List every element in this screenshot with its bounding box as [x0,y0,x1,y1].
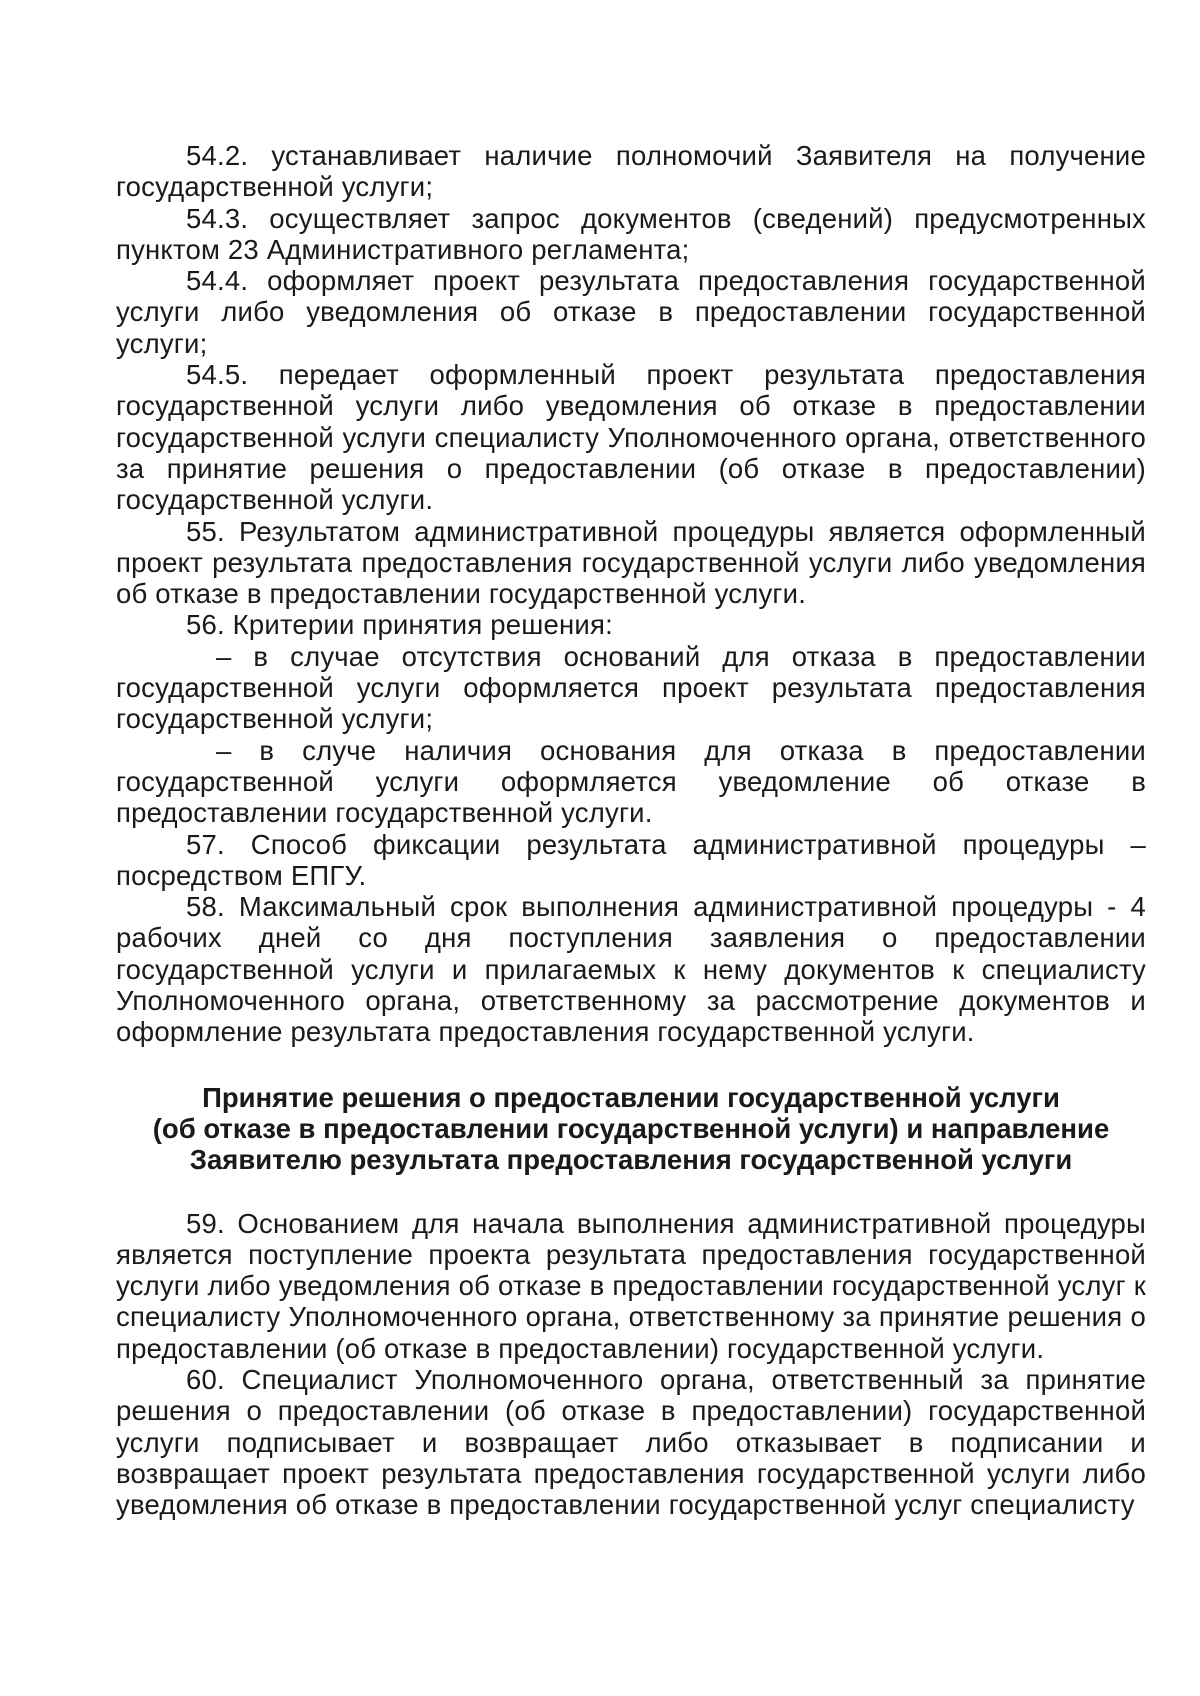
paragraph-56-item-1: – в случае отсутствия оснований для отказа в предоставлении государственной услуги оформляется проект результата предоставления государственной услуги; [116,640,1146,735]
section-heading-line-2: (об отказе в предоставлении государственной услуги) и направление [152,1112,1110,1144]
paragraph-60: 60. Специалист Уполномоченного органа, ответственный за принятие решения о предоставлении (об отказе в предоставлении) государственной услуги подписывает и возвращает либо отказывает в подписании и возвращает проект результата предоставления государственной услуги либо уведомления об отказе в предоставлении государственной услуг специалисту [116,1363,1146,1521]
paragraph-56-item-2: – в случе наличия основания для отказа в предоставлении государственной услуги оформляется уведомление об отказе в предоставлении государственной услуги. [116,734,1146,829]
paragraph-54-3: 54.3. осуществляет запрос документов (сведений) предусмотренных пунктом 23 Административного регламента; [116,202,1146,265]
paragraph-56: 56. Критерии принятия решения: [186,609,613,641]
paragraph-59: 59. Основанием для начала выполнения административной процедуры является поступление проекта результата предоставления государственной услуги либо уведомления об отказе в предоставлении государственной услуг к специалисту Уполномоченного органа, ответственному за принятие решения о предоставлении (об отказе в предоставлении) государственной услуги. [116,1207,1146,1364]
document-page [116,140,1146,1520]
section-heading-line-3: Заявителю результата предоставления государственной услуги [189,1144,1073,1176]
paragraph-54-4: 54.4. оформляет проект результата предоставления государственной услуги либо уведомления об отказе в предоставлении государственной услуги; [116,265,1146,359]
paragraph-54-5: 54.5. передает оформленный проект результата предоставления государственной услуги либо уведомления об отказе в предоставлении государственной услуги специалисту Уполномоченного органа, ответственного за принятие решения о предоставлении (об отказе в предоставлении) государственной услуги. [116,359,1146,516]
paragraph-55: 55. Результатом административной процедуры является оформленный проект результата предоставления государственной услуги либо уведомления об отказе в предоставлении государственной услуги. [116,515,1146,610]
section-heading [116,1082,1146,1176]
paragraph-54-2: 54.2. устанавливает наличие полномочий Заявителя на получение государственной услуги; [116,140,1146,203]
section-heading-line-1: Принятие решения о предоставлении государственной услуги [202,1081,1060,1113]
paragraph-58: 58. Максимальный срок выполнения административной процедуры - 4 рабочих дней со дня поступления заявления о предоставлении государственной услуги и прилагаемых к нему документов к специалисту Уполномоченного органа, ответственному за рассмотрение документов и оформление результата предоставления государственной услуги. [116,891,1146,1048]
paragraph-57: 57. Способ фиксации результата административной процедуры – посредством ЕПГУ. [116,828,1146,891]
